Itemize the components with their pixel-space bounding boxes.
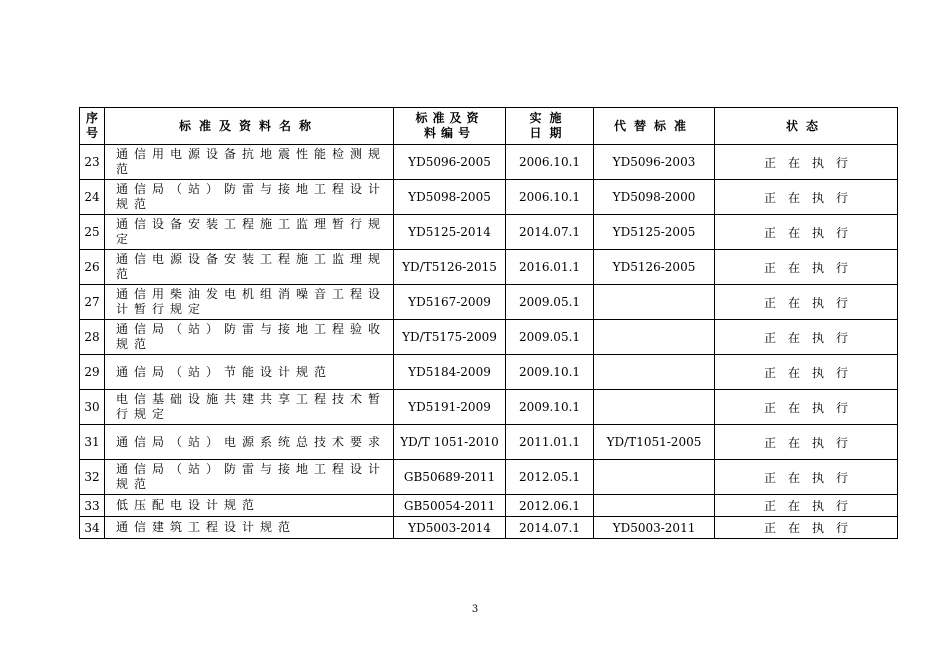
row-effective-date: 2012.06.1 <box>506 495 594 517</box>
row-standard-name: 通信用柴油发电机组消噪音工程设计暂行规定 <box>105 285 394 320</box>
row-replaced-standard: YD5096-2003 <box>594 145 715 180</box>
row-standard-name: 低压配电设计规范 <box>105 495 394 517</box>
header-replaced: 代替标准 <box>594 108 715 145</box>
table-body <box>80 145 898 539</box>
row-status: 正在执行 <box>715 390 898 425</box>
row-replaced-standard: YD/T1051-2005 <box>594 425 715 460</box>
row-effective-date: 2009.10.1 <box>506 355 594 390</box>
row-effective-date: 2012.05.1 <box>506 460 594 495</box>
row-standard-name: 通信局（站）节能设计规范 <box>105 355 394 390</box>
row-number: 28 <box>80 320 105 355</box>
table-row <box>80 425 898 460</box>
row-standard-name: 电信基础设施共建共享工程技术暂行规定 <box>105 390 394 425</box>
row-number: 25 <box>80 215 105 250</box>
row-status: 正在执行 <box>715 145 898 180</box>
row-replaced-standard <box>594 355 715 390</box>
table-row <box>80 320 898 355</box>
row-standard-name: 通信设备安装工程施工监理暂行规定 <box>105 215 394 250</box>
row-number: 29 <box>80 355 105 390</box>
row-standard-code: GB50054-2011 <box>394 495 506 517</box>
header-code: 标准及资料编号 <box>394 108 506 145</box>
header-seq: 序号 <box>80 108 105 145</box>
row-number: 26 <box>80 250 105 285</box>
row-number: 31 <box>80 425 105 460</box>
table-row <box>80 285 898 320</box>
row-standard-name: 通信局（站）电源系统总技术要求 <box>105 425 394 460</box>
row-effective-date: 2011.01.1 <box>506 425 594 460</box>
row-effective-date: 2006.10.1 <box>506 180 594 215</box>
row-effective-date: 2014.07.1 <box>506 517 594 539</box>
row-status: 正在执行 <box>715 285 898 320</box>
row-status: 正在执行 <box>715 215 898 250</box>
table-row <box>80 390 898 425</box>
row-standard-code: YD5098-2005 <box>394 180 506 215</box>
table-row <box>80 145 898 180</box>
row-status: 正在执行 <box>715 425 898 460</box>
row-effective-date: 2016.01.1 <box>506 250 594 285</box>
row-standard-code: YD5184-2009 <box>394 355 506 390</box>
row-number: 27 <box>80 285 105 320</box>
row-replaced-standard: YD5125-2005 <box>594 215 715 250</box>
row-effective-date: 2014.07.1 <box>506 215 594 250</box>
row-standard-name: 通信局（站）防雷与接地工程设计规范 <box>105 180 394 215</box>
row-standard-name: 通信建筑工程设计规范 <box>105 517 394 539</box>
row-status: 正在执行 <box>715 517 898 539</box>
row-standard-name: 通信电源设备安装工程施工监理规范 <box>105 250 394 285</box>
standards-table <box>79 107 898 539</box>
header-status: 状态 <box>715 108 898 145</box>
row-status: 正在执行 <box>715 355 898 390</box>
row-status: 正在执行 <box>715 180 898 215</box>
row-standard-name: 通信局（站）防雷与接地工程验收规范 <box>105 320 394 355</box>
row-replaced-standard: YD5126-2005 <box>594 250 715 285</box>
row-number: 32 <box>80 460 105 495</box>
table-row <box>80 180 898 215</box>
row-status: 正在执行 <box>715 320 898 355</box>
row-status: 正在执行 <box>715 460 898 495</box>
row-status: 正在执行 <box>715 495 898 517</box>
table-row <box>80 460 898 495</box>
header-date: 实施日期 <box>506 108 594 145</box>
row-effective-date: 2009.10.1 <box>506 390 594 425</box>
row-standard-code: YD/T5126-2015 <box>394 250 506 285</box>
row-replaced-standard <box>594 390 715 425</box>
row-standard-code: GB50689-2011 <box>394 460 506 495</box>
row-replaced-standard <box>594 495 715 517</box>
row-replaced-standard: YD5098-2000 <box>594 180 715 215</box>
row-standard-name: 通信局（站）防雷与接地工程设计规范 <box>105 460 394 495</box>
row-standard-code: YD5167-2009 <box>394 285 506 320</box>
row-number: 23 <box>80 145 105 180</box>
table-row <box>80 355 898 390</box>
row-replaced-standard <box>594 320 715 355</box>
table-row <box>80 517 898 539</box>
page-number: 3 <box>471 604 479 615</box>
row-standard-code: YD5191-2009 <box>394 390 506 425</box>
row-number: 33 <box>80 495 105 517</box>
table-row <box>80 215 898 250</box>
row-standard-code: YD/T 1051-2010 <box>394 425 506 460</box>
row-replaced-standard <box>594 460 715 495</box>
row-number: 30 <box>80 390 105 425</box>
row-standard-name: 通信用电源设备抗地震性能检测规范 <box>105 145 394 180</box>
row-number: 34 <box>80 517 105 539</box>
row-effective-date: 2009.05.1 <box>506 320 594 355</box>
row-status: 正在执行 <box>715 250 898 285</box>
row-standard-code: YD/T5175-2009 <box>394 320 506 355</box>
row-standard-code: YD5125-2014 <box>394 215 506 250</box>
row-replaced-standard: YD5003-2011 <box>594 517 715 539</box>
table-header-row <box>80 108 898 145</box>
header-name: 标准及资料名称 <box>105 108 394 145</box>
table-row <box>80 250 898 285</box>
row-effective-date: 2009.05.1 <box>506 285 594 320</box>
row-replaced-standard <box>594 285 715 320</box>
table-row <box>80 495 898 517</box>
row-number: 24 <box>80 180 105 215</box>
row-standard-code: YD5096-2005 <box>394 145 506 180</box>
row-effective-date: 2006.10.1 <box>506 145 594 180</box>
row-standard-code: YD5003-2014 <box>394 517 506 539</box>
